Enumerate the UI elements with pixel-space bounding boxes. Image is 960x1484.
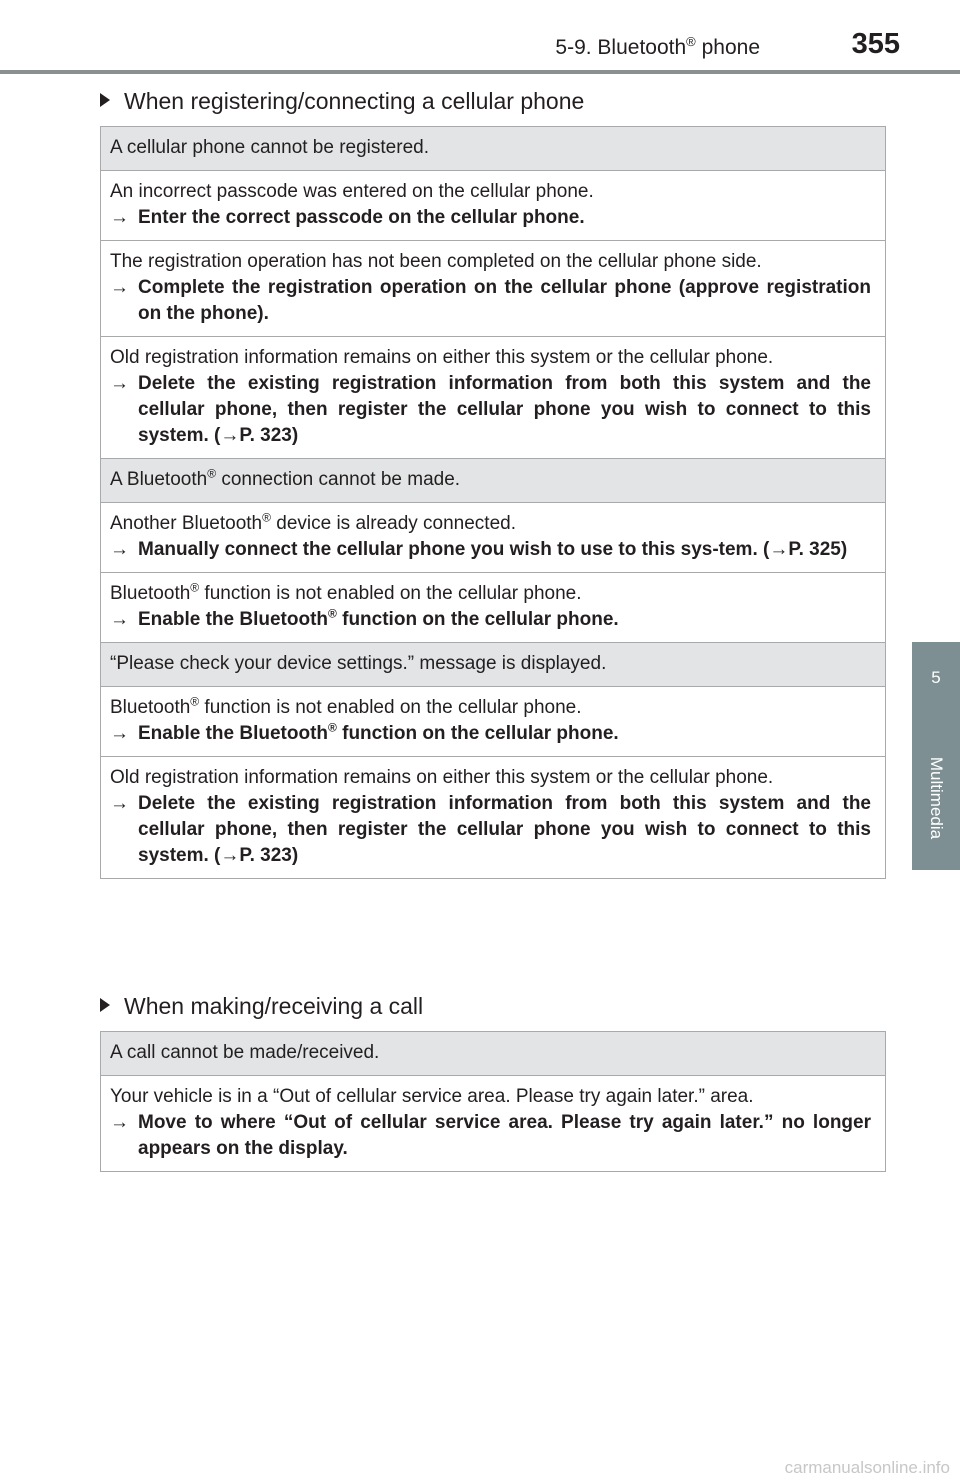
symptom-row	[101, 643, 886, 687]
cause-text: Old registration information remains on either this system or the cellular phone.	[110, 347, 774, 368]
section-title-prefix: 5-9. Bluetooth	[555, 36, 687, 59]
triangle-bullet-icon	[100, 998, 110, 1012]
heading-text: When registering/connecting a cellular phone	[124, 88, 585, 114]
action-label: Enable the Bluetooth	[138, 609, 328, 630]
arrow-icon: →	[110, 1112, 129, 1133]
registered-mark: ®	[207, 466, 217, 481]
arrow-icon: →	[110, 277, 129, 298]
symptom-row	[101, 459, 886, 503]
heading-text: When making/receiving a call	[124, 993, 424, 1019]
cause-text: Bluetooth	[110, 583, 191, 604]
arrow-icon: →	[110, 539, 129, 560]
section-title	[555, 36, 760, 60]
cause-text: function is not enabled on the cellular phone.	[199, 697, 582, 718]
page-reference: P. 325)	[788, 539, 848, 560]
cause-cell	[101, 757, 886, 879]
action-text	[110, 607, 871, 633]
cause-text: Your vehicle is in a “Out of cellular service area. Please try again later.” area.	[110, 1086, 754, 1107]
action-text	[110, 791, 871, 869]
cause-row	[101, 573, 886, 643]
action-label: Complete the registration operation on the cellular phone (approve registration on the phone).	[138, 277, 871, 324]
arrow-icon: →	[110, 609, 129, 630]
action-label: Manually connect the cellular phone you wish to use to this sys-tem. (	[138, 539, 770, 560]
arrow-icon: →	[110, 207, 129, 228]
action-text	[110, 1110, 871, 1162]
cause-cell	[101, 687, 886, 757]
registered-mark: ®	[686, 34, 696, 49]
arrow-icon: →	[110, 793, 129, 814]
troubleshooting-table-registering	[100, 126, 886, 879]
action-label: Enter the correct passcode on the cellular phone.	[138, 207, 585, 228]
arrow-icon: →	[110, 373, 129, 394]
symptom-row	[101, 1032, 886, 1076]
page-reference: P. 323)	[239, 845, 299, 866]
cause-row	[101, 687, 886, 757]
cause-cell	[101, 337, 886, 459]
cause-text: Another Bluetooth	[110, 513, 263, 534]
symptom-text: A Bluetooth	[110, 469, 208, 490]
cause-text: device is already connected.	[270, 513, 517, 534]
registered-mark: ®	[328, 606, 337, 621]
action-text	[110, 371, 871, 449]
chapter-number: 5	[931, 668, 941, 687]
watermark: carmanualsonline.info	[784, 1458, 950, 1477]
cause-text: An incorrect passcode was entered on the cellular phone.	[110, 181, 594, 202]
cause-cell	[101, 573, 886, 643]
symptom-cell: A cellular phone cannot be registered.	[101, 127, 886, 171]
section-heading-calls	[100, 993, 423, 1020]
page-reference: P. 323)	[239, 425, 299, 446]
symptom-text: connection cannot be made.	[216, 469, 461, 490]
header-divider	[0, 70, 960, 74]
symptom-cell: “Please check your device settings.” message is displayed.	[101, 643, 886, 687]
troubleshooting-table-calls	[100, 1031, 886, 1172]
cause-cell	[101, 1076, 886, 1172]
action-label: Enable the Bluetooth	[138, 723, 328, 744]
cause-text: The registration operation has not been completed on the cellular phone side.	[110, 251, 762, 272]
triangle-bullet-icon	[100, 93, 110, 107]
cause-row	[101, 337, 886, 459]
action-label: function on the cellular phone.	[336, 609, 619, 630]
page-ref-arrow-icon: →	[220, 425, 240, 446]
registered-mark: ®	[328, 720, 337, 735]
cause-cell	[101, 503, 886, 573]
section-title-suffix: phone	[695, 36, 760, 59]
arrow-icon: →	[110, 723, 129, 744]
section-heading-registering	[100, 88, 584, 115]
symptom-row	[101, 127, 886, 171]
action-text	[110, 721, 871, 747]
action-label: Delete the existing registration information from both this system and the cellular phone, then register the cellular phone you wish to connect to this system. (	[138, 373, 871, 446]
page-ref-arrow-icon: →	[220, 845, 240, 866]
page-ref-arrow-icon: →	[769, 539, 789, 560]
registered-mark: ®	[190, 694, 200, 709]
symptom-cell	[101, 459, 886, 503]
cause-row	[101, 171, 886, 241]
cause-row	[101, 757, 886, 879]
chapter-title: Multimedia	[927, 756, 946, 840]
action-text	[110, 275, 871, 327]
cause-row	[101, 241, 886, 337]
action-label: Delete the existing registration information from both this system and the cellular phone, then register the cellular phone you wish to connect to this system. (	[138, 793, 871, 866]
action-label: Move to where “Out of cellular service area. Please try again later.” no longer appears on the display.	[138, 1112, 871, 1159]
cause-row	[101, 503, 886, 573]
registered-mark: ®	[190, 580, 200, 595]
cause-text: function is not enabled on the cellular phone.	[199, 583, 582, 604]
page-number: 355	[851, 28, 900, 60]
action-text	[110, 537, 871, 563]
registered-mark: ®	[262, 510, 271, 525]
cause-cell	[101, 241, 886, 337]
action-label: function on the cellular phone.	[336, 723, 619, 744]
cause-row	[101, 1076, 886, 1172]
symptom-cell: A call cannot be made/received.	[101, 1032, 886, 1076]
cause-text: Bluetooth	[110, 697, 191, 718]
cause-text: Old registration information remains on either this system or the cellular phone.	[110, 767, 774, 788]
cause-cell	[101, 171, 886, 241]
action-text	[110, 205, 871, 231]
